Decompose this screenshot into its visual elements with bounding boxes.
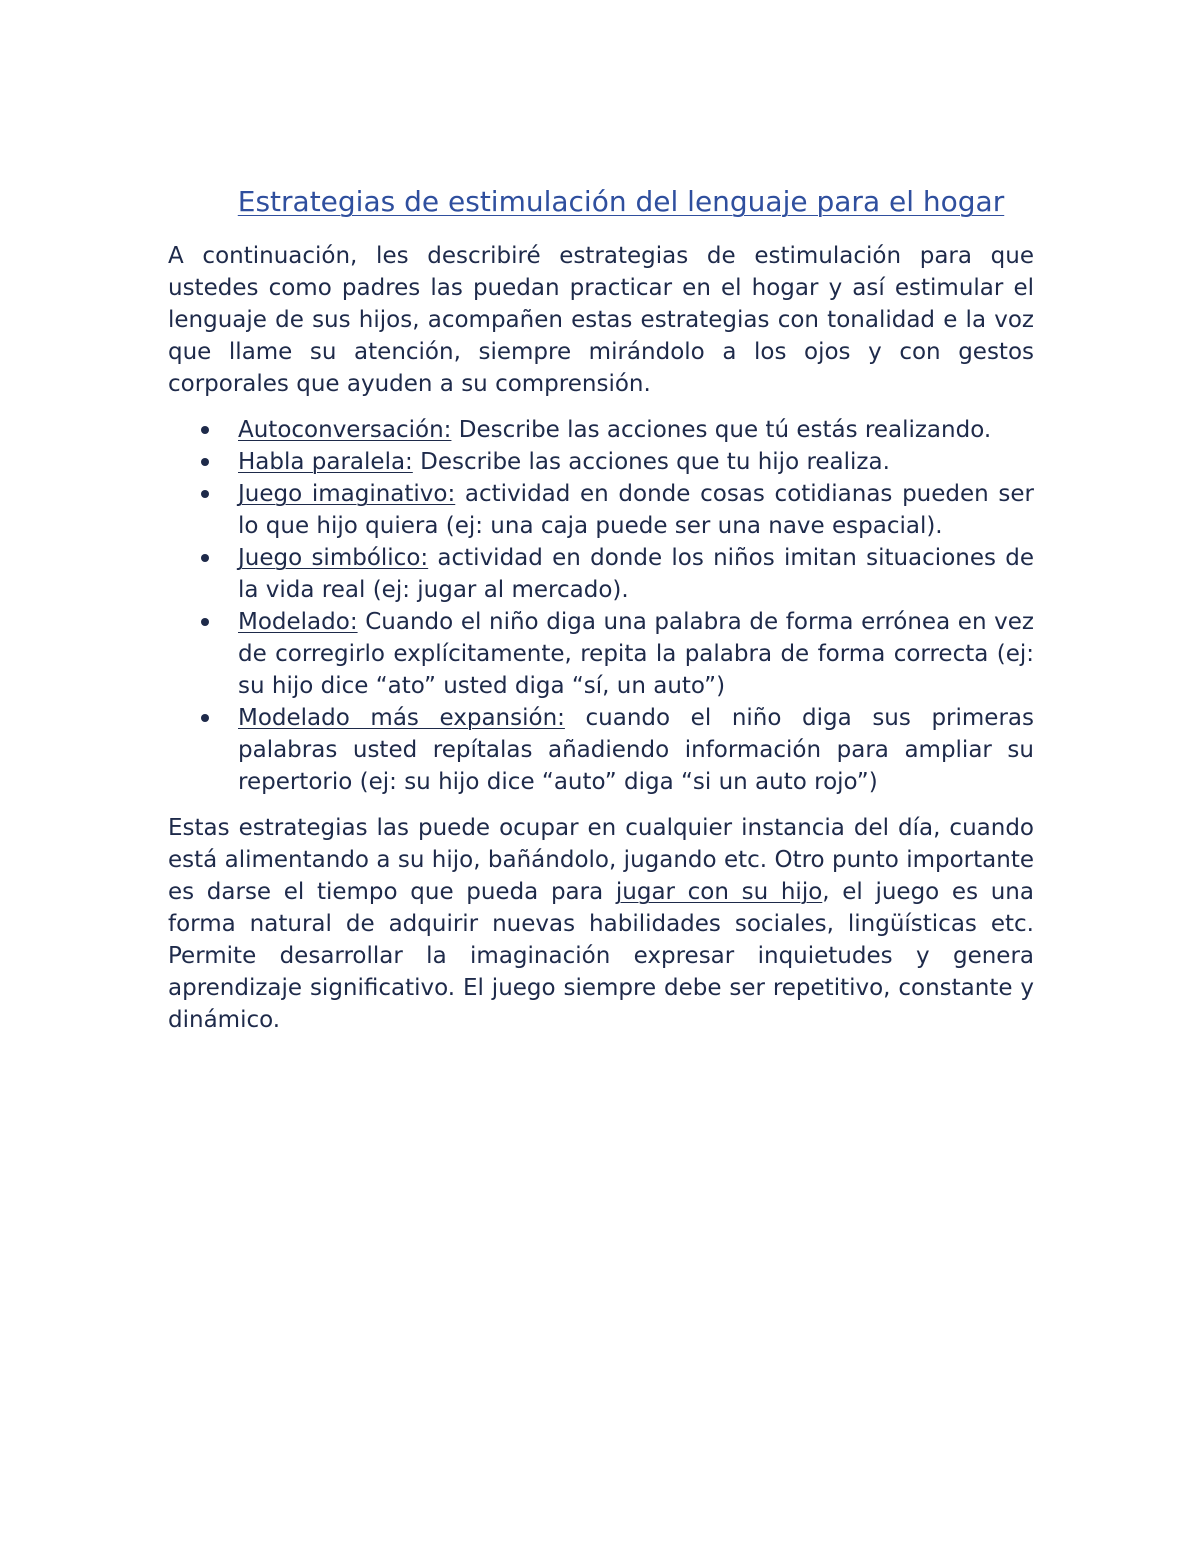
strategy-term: Habla paralela:: [238, 449, 413, 475]
strategy-term: Autoconversación:: [238, 417, 452, 443]
underlined-phrase: jugar con su hijo: [615, 879, 823, 905]
closing-paragraph: [168, 812, 1034, 1036]
closing-text-before: Estas estrategias las puede ocupar en cualquier instancia del día, cuando está alimentando a su hijo, bañándolo, jugando etc. Otro punto importante es darse el tiempo que pueda para: [168, 815, 1034, 905]
strategy-description: cuando el niño diga sus primeras palabras usted repítalas añadiendo información para ampliar su repertorio (ej: su hijo dice “auto” diga “si un auto rojo”): [238, 705, 1034, 795]
list-item: [168, 414, 1034, 446]
strategy-list: [168, 414, 1034, 798]
strategy-description: Cuando el niño diga una palabra de forma errónea en vez de corregirlo explícitamente, repita la palabra de forma correcta (ej: su hijo dice “ato” usted diga “sí, un auto”): [238, 609, 1034, 699]
strategy-description: actividad en donde los niños imitan situaciones de la vida real (ej: jugar al mercado).: [238, 545, 1034, 603]
document-body: [168, 178, 1034, 1036]
list-item: [168, 606, 1034, 702]
strategy-term: Juego simbólico:: [238, 545, 429, 571]
bullet-icon: [201, 458, 209, 466]
strategy-description: actividad en donde cosas cotidianas pueden ser lo que hijo quiera (ej: una caja puede ser una nave espacial).: [238, 481, 1034, 539]
list-item: [168, 478, 1034, 542]
list-item: [168, 702, 1034, 798]
strategy-term: Juego imaginativo:: [238, 481, 456, 507]
list-item: [168, 542, 1034, 606]
bullet-icon: [201, 618, 209, 626]
strategy-description: Describe las acciones que tú estás realizando.: [451, 417, 992, 443]
bullet-icon: [201, 554, 209, 562]
strategy-term: Modelado:: [238, 609, 358, 635]
strategy-term: Modelado más expansión:: [238, 705, 565, 731]
strategy-description: Describe las acciones que tu hijo realiza.: [412, 449, 890, 475]
intro-paragraph: A continuación, les describiré estrategias de estimulación para que ustedes como padres las puedan practicar en el hogar y así estimular el lenguaje de sus hijos, acompañen estas estrategias con tonalidad e la voz que llame su atención, siempre mirándolo a los ojos y con gestos corporales que ayuden a su comprensión.: [168, 243, 1034, 397]
bullet-icon: [201, 490, 209, 498]
document-title: Estrategias de estimulación del lenguaje para el hogar: [237, 185, 1005, 218]
bullet-icon: [201, 714, 209, 722]
list-item: [168, 446, 1034, 478]
closing-text-after: , el juego es una forma natural de adquirir nuevas habilidades sociales, lingüísticas etc. Permite desarrollar la imaginación expresar inquietudes y genera aprendizaje significativo. El juego siempre debe ser repetitivo, constante y dinámico.: [168, 879, 1034, 1033]
bullet-icon: [201, 426, 209, 434]
